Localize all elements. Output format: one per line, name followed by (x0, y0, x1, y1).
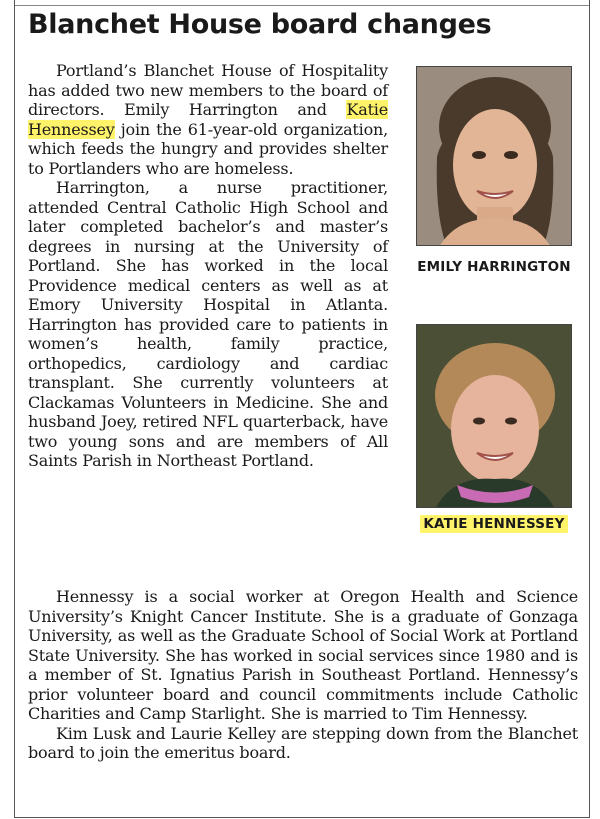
caption-emily-harrington: EMILY HARRINGTON (417, 259, 571, 275)
paragraph-intro (28, 61, 388, 178)
caption-katie-hennessey (410, 514, 578, 534)
paragraph-hennessy: Hennessy is a social worker at Oregon Health and Science University’s Knight Cancer Institute. She is a graduate of Gonzaga University, as well as the Graduate School of Social Work at Portland State University. She has worked in social services since 1980 and is a member of St. Ignatius Parish in Southeast Portland. Hennessy’s prior volunteer board and council commitments include Catholic Charities and Camp Starlight. She is married to Tim Hennessy. (28, 587, 578, 723)
paragraph-stepping-down: Kim Lusk and Laurie Kelley are stepping down from the Blanchet board to join the emeritus board. (28, 723, 578, 762)
article-column (28, 61, 388, 471)
portrait-2-art (417, 325, 572, 508)
headline: Blanchet House board changes (28, 9, 492, 40)
portrait-1-art (417, 67, 572, 246)
emily-harrington-photo (416, 66, 572, 246)
paragraph-harrington: Harrington, a nurse practitioner, attended Central Catholic High School and later completed bachelor’s and master’s degrees in nursing at the University of Portland. She has worked in the local Providence medical centers as well as at Emory University Hospital in Atlanta. Harrington has provided care to patients in women’s health, family practice, orthopedics, cardiology and cardiac transplant. She currently volunteers at Clackamas Volunteers in Medicine. She and husband Joey, retired NFL quarterback, have two young sons and are members of All Saints Parish in Northeast Portland. (28, 178, 388, 470)
intro-text-a: Portland’s Blanchet House of Hospitality has added two new members to the board of directors. Emily Harrington and (28, 61, 388, 119)
intro-text-b: join the 61-year-old organization, which feeds the hungry and provides shelter to Portlanders who are homeless. (28, 119, 388, 178)
katie-hennessey-photo (416, 324, 572, 508)
article-full-width (28, 587, 578, 763)
caption-katie-text: KATIE HENNESSEY (420, 515, 567, 533)
highlighted-name: Katie Hennessey (28, 100, 388, 139)
